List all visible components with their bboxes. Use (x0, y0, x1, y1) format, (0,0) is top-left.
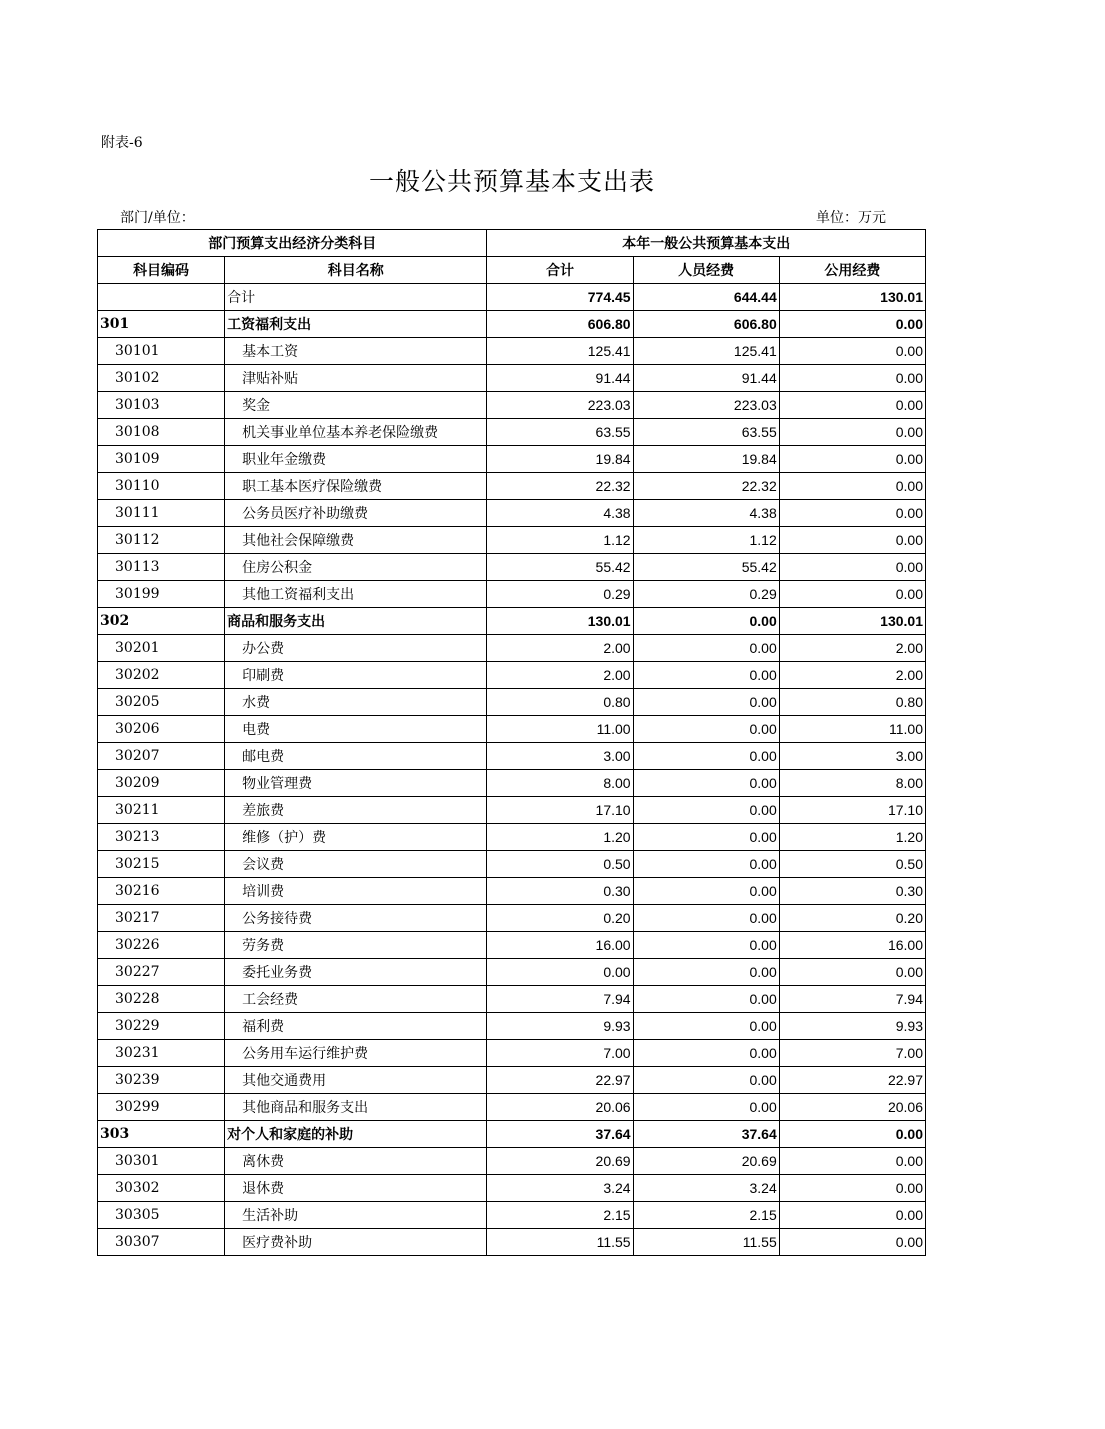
row-personnel: 4.38 (633, 500, 779, 527)
row-code: 30207 (98, 743, 225, 770)
row-total: 125.41 (487, 338, 633, 365)
row-name: 邮电费 (225, 743, 487, 770)
row-code: 30113 (98, 554, 225, 581)
row-code: 30227 (98, 959, 225, 986)
row-public: 0.00 (779, 1121, 925, 1148)
row-total: 223.03 (487, 392, 633, 419)
row-name: 合计 (225, 284, 487, 311)
row-public: 0.00 (779, 959, 925, 986)
row-public: 0.00 (779, 1202, 925, 1229)
row-total: 3.24 (487, 1175, 633, 1202)
table-row (98, 770, 926, 797)
row-personnel: 0.00 (633, 851, 779, 878)
table-row (98, 1040, 926, 1067)
row-total: 55.42 (487, 554, 633, 581)
row-total: 3.00 (487, 743, 633, 770)
row-code: 30215 (98, 851, 225, 878)
row-code: 30101 (98, 338, 225, 365)
row-name: 差旅费 (225, 797, 487, 824)
row-name: 商品和服务支出 (225, 608, 487, 635)
row-name: 物业管理费 (225, 770, 487, 797)
unit-label: 单位：万元 (816, 210, 886, 226)
row-public: 2.00 (779, 662, 925, 689)
row-code: 30302 (98, 1175, 225, 1202)
row-public: 7.00 (779, 1040, 925, 1067)
row-total: 4.38 (487, 500, 633, 527)
row-personnel: 22.32 (633, 473, 779, 500)
row-name: 公务员医疗补助缴费 (225, 500, 487, 527)
row-name: 津贴补贴 (225, 365, 487, 392)
row-total: 11.55 (487, 1229, 633, 1256)
table-row (98, 419, 926, 446)
page-title: 一般公共预算基本支出表 (368, 167, 655, 196)
table-row (98, 581, 926, 608)
table-row (98, 743, 926, 770)
row-name: 公务接待费 (225, 905, 487, 932)
row-name: 其他工资福利支出 (225, 581, 487, 608)
row-public: 0.00 (779, 419, 925, 446)
table-row (98, 932, 926, 959)
row-personnel: 0.00 (633, 959, 779, 986)
row-code: 302 (98, 608, 225, 635)
row-total: 20.69 (487, 1148, 633, 1175)
row-total: 2.15 (487, 1202, 633, 1229)
row-public: 20.06 (779, 1094, 925, 1121)
row-code: 30102 (98, 365, 225, 392)
header-name: 科目名称 (225, 257, 487, 284)
row-code: 30216 (98, 878, 225, 905)
row-total: 774.45 (487, 284, 633, 311)
row-total: 19.84 (487, 446, 633, 473)
row-personnel: 37.64 (633, 1121, 779, 1148)
row-public: 0.80 (779, 689, 925, 716)
table-row (98, 311, 926, 338)
row-public: 0.00 (779, 554, 925, 581)
row-total: 7.94 (487, 986, 633, 1013)
row-code: 30199 (98, 581, 225, 608)
row-code: 30209 (98, 770, 225, 797)
row-name: 印刷费 (225, 662, 487, 689)
table-row (98, 1229, 926, 1256)
table-row (98, 1202, 926, 1229)
row-personnel: 0.00 (633, 635, 779, 662)
row-name: 电费 (225, 716, 487, 743)
row-public: 0.00 (779, 311, 925, 338)
row-name: 医疗费补助 (225, 1229, 487, 1256)
row-public: 16.00 (779, 932, 925, 959)
row-total: 22.32 (487, 473, 633, 500)
row-total: 63.55 (487, 419, 633, 446)
row-public: 0.50 (779, 851, 925, 878)
row-personnel: 20.69 (633, 1148, 779, 1175)
header-group-row (98, 230, 926, 257)
table-row (98, 338, 926, 365)
attachment-label: 附表-6 (101, 135, 143, 151)
row-code: 30103 (98, 392, 225, 419)
row-personnel: 0.00 (633, 689, 779, 716)
table-row (98, 878, 926, 905)
row-total: 17.10 (487, 797, 633, 824)
row-code: 30213 (98, 824, 225, 851)
row-code: 30305 (98, 1202, 225, 1229)
row-name: 福利费 (225, 1013, 487, 1040)
row-name: 奖金 (225, 392, 487, 419)
row-public: 1.20 (779, 824, 925, 851)
row-public: 2.00 (779, 635, 925, 662)
header-code: 科目编码 (98, 257, 225, 284)
table-row (98, 1148, 926, 1175)
row-total: 0.50 (487, 851, 633, 878)
row-code: 30301 (98, 1148, 225, 1175)
table-row (98, 1094, 926, 1121)
row-total: 2.00 (487, 635, 633, 662)
row-name: 劳务费 (225, 932, 487, 959)
row-code: 30206 (98, 716, 225, 743)
row-code: 30202 (98, 662, 225, 689)
table-row (98, 689, 926, 716)
row-code: 30112 (98, 527, 225, 554)
row-name: 水费 (225, 689, 487, 716)
row-personnel: 11.55 (633, 1229, 779, 1256)
row-code: 30229 (98, 1013, 225, 1040)
row-total: 0.80 (487, 689, 633, 716)
table-row (98, 446, 926, 473)
row-public: 0.20 (779, 905, 925, 932)
row-personnel: 63.55 (633, 419, 779, 446)
row-total: 37.64 (487, 1121, 633, 1148)
header-personnel: 人员经费 (633, 257, 779, 284)
budget-table (97, 229, 926, 1256)
table-row (98, 500, 926, 527)
row-name: 职业年金缴费 (225, 446, 487, 473)
row-name: 生活补助 (225, 1202, 487, 1229)
row-public: 7.94 (779, 986, 925, 1013)
row-name: 退休费 (225, 1175, 487, 1202)
row-public: 0.00 (779, 1175, 925, 1202)
row-code: 30109 (98, 446, 225, 473)
row-total: 7.00 (487, 1040, 633, 1067)
row-personnel: 2.15 (633, 1202, 779, 1229)
row-code: 301 (98, 311, 225, 338)
row-total: 9.93 (487, 1013, 633, 1040)
row-total: 130.01 (487, 608, 633, 635)
row-personnel: 3.24 (633, 1175, 779, 1202)
row-personnel: 0.00 (633, 1013, 779, 1040)
row-name: 对个人和家庭的补助 (225, 1121, 487, 1148)
row-total: 2.00 (487, 662, 633, 689)
row-code: 30307 (98, 1229, 225, 1256)
row-code: 30211 (98, 797, 225, 824)
row-public: 0.00 (779, 338, 925, 365)
row-total: 1.12 (487, 527, 633, 554)
row-code: 30226 (98, 932, 225, 959)
row-personnel: 0.00 (633, 932, 779, 959)
table-row (98, 284, 926, 311)
row-personnel: 0.00 (633, 716, 779, 743)
table-row (98, 608, 926, 635)
row-code: 30108 (98, 419, 225, 446)
row-personnel: 0.00 (633, 743, 779, 770)
row-personnel: 0.29 (633, 581, 779, 608)
row-public: 9.93 (779, 1013, 925, 1040)
row-personnel: 0.00 (633, 1067, 779, 1094)
row-name: 工资福利支出 (225, 311, 487, 338)
table-row (98, 1013, 926, 1040)
row-personnel: 0.00 (633, 1094, 779, 1121)
row-public: 0.00 (779, 500, 925, 527)
row-personnel: 0.00 (633, 662, 779, 689)
row-public: 0.00 (779, 527, 925, 554)
row-code: 30231 (98, 1040, 225, 1067)
row-personnel: 55.42 (633, 554, 779, 581)
row-name: 职工基本医疗保险缴费 (225, 473, 487, 500)
row-personnel: 0.00 (633, 797, 779, 824)
row-name: 委托业务费 (225, 959, 487, 986)
row-personnel: 606.80 (633, 311, 779, 338)
row-public: 0.00 (779, 473, 925, 500)
row-personnel: 19.84 (633, 446, 779, 473)
row-total: 91.44 (487, 365, 633, 392)
row-public: 11.00 (779, 716, 925, 743)
header-total: 合计 (487, 257, 633, 284)
row-public: 8.00 (779, 770, 925, 797)
row-total: 22.97 (487, 1067, 633, 1094)
row-name: 培训费 (225, 878, 487, 905)
row-public: 17.10 (779, 797, 925, 824)
row-total: 0.00 (487, 959, 633, 986)
row-name: 其他商品和服务支出 (225, 1094, 487, 1121)
row-personnel: 0.00 (633, 824, 779, 851)
row-code: 30110 (98, 473, 225, 500)
row-name: 公务用车运行维护费 (225, 1040, 487, 1067)
row-name: 维修（护）费 (225, 824, 487, 851)
table-row (98, 797, 926, 824)
row-personnel: 0.00 (633, 986, 779, 1013)
table-row (98, 959, 926, 986)
table-row (98, 392, 926, 419)
row-name: 基本工资 (225, 338, 487, 365)
header-public: 公用经费 (779, 257, 925, 284)
row-code: 30111 (98, 500, 225, 527)
table-row (98, 851, 926, 878)
row-personnel: 0.00 (633, 878, 779, 905)
row-personnel: 91.44 (633, 365, 779, 392)
row-total: 1.20 (487, 824, 633, 851)
table-row (98, 662, 926, 689)
row-total: 606.80 (487, 311, 633, 338)
row-code (98, 284, 225, 311)
table-row (98, 473, 926, 500)
row-total: 8.00 (487, 770, 633, 797)
row-personnel: 644.44 (633, 284, 779, 311)
row-name: 工会经费 (225, 986, 487, 1013)
header-group-right: 本年一般公共预算基本支出 (487, 230, 926, 257)
row-personnel: 0.00 (633, 608, 779, 635)
header-group-left: 部门预算支出经济分类科目 (98, 230, 487, 257)
row-public: 0.00 (779, 446, 925, 473)
row-public: 130.01 (779, 284, 925, 311)
row-personnel: 0.00 (633, 1040, 779, 1067)
row-name: 住房公积金 (225, 554, 487, 581)
row-code: 30217 (98, 905, 225, 932)
table-body (98, 284, 926, 1256)
table-row (98, 986, 926, 1013)
table-row (98, 1067, 926, 1094)
department-label: 部门/单位： (120, 210, 195, 226)
table-row (98, 905, 926, 932)
table-row (98, 824, 926, 851)
table-row (98, 716, 926, 743)
row-personnel: 0.00 (633, 770, 779, 797)
table-row (98, 1121, 926, 1148)
row-name: 离休费 (225, 1148, 487, 1175)
row-public: 0.00 (779, 581, 925, 608)
row-code: 30205 (98, 689, 225, 716)
row-public: 0.00 (779, 1148, 925, 1175)
row-public: 0.00 (779, 392, 925, 419)
row-code: 30201 (98, 635, 225, 662)
row-personnel: 1.12 (633, 527, 779, 554)
row-name: 其他社会保障缴费 (225, 527, 487, 554)
row-name: 会议费 (225, 851, 487, 878)
row-name: 其他交通费用 (225, 1067, 487, 1094)
row-code: 30228 (98, 986, 225, 1013)
row-total: 16.00 (487, 932, 633, 959)
row-public: 0.00 (779, 365, 925, 392)
row-personnel: 125.41 (633, 338, 779, 365)
header-column-row (98, 257, 926, 284)
row-total: 20.06 (487, 1094, 633, 1121)
row-code: 303 (98, 1121, 225, 1148)
table-row (98, 1175, 926, 1202)
row-public: 130.01 (779, 608, 925, 635)
row-total: 0.20 (487, 905, 633, 932)
row-total: 11.00 (487, 716, 633, 743)
row-personnel: 223.03 (633, 392, 779, 419)
row-public: 0.30 (779, 878, 925, 905)
row-total: 0.29 (487, 581, 633, 608)
row-total: 0.30 (487, 878, 633, 905)
row-personnel: 0.00 (633, 905, 779, 932)
row-code: 30299 (98, 1094, 225, 1121)
table-row (98, 554, 926, 581)
row-name: 办公费 (225, 635, 487, 662)
table-row (98, 635, 926, 662)
row-public: 22.97 (779, 1067, 925, 1094)
table-row (98, 527, 926, 554)
row-public: 3.00 (779, 743, 925, 770)
table-row (98, 365, 926, 392)
row-code: 30239 (98, 1067, 225, 1094)
row-name: 机关事业单位基本养老保险缴费 (225, 419, 487, 446)
row-public: 0.00 (779, 1229, 925, 1256)
